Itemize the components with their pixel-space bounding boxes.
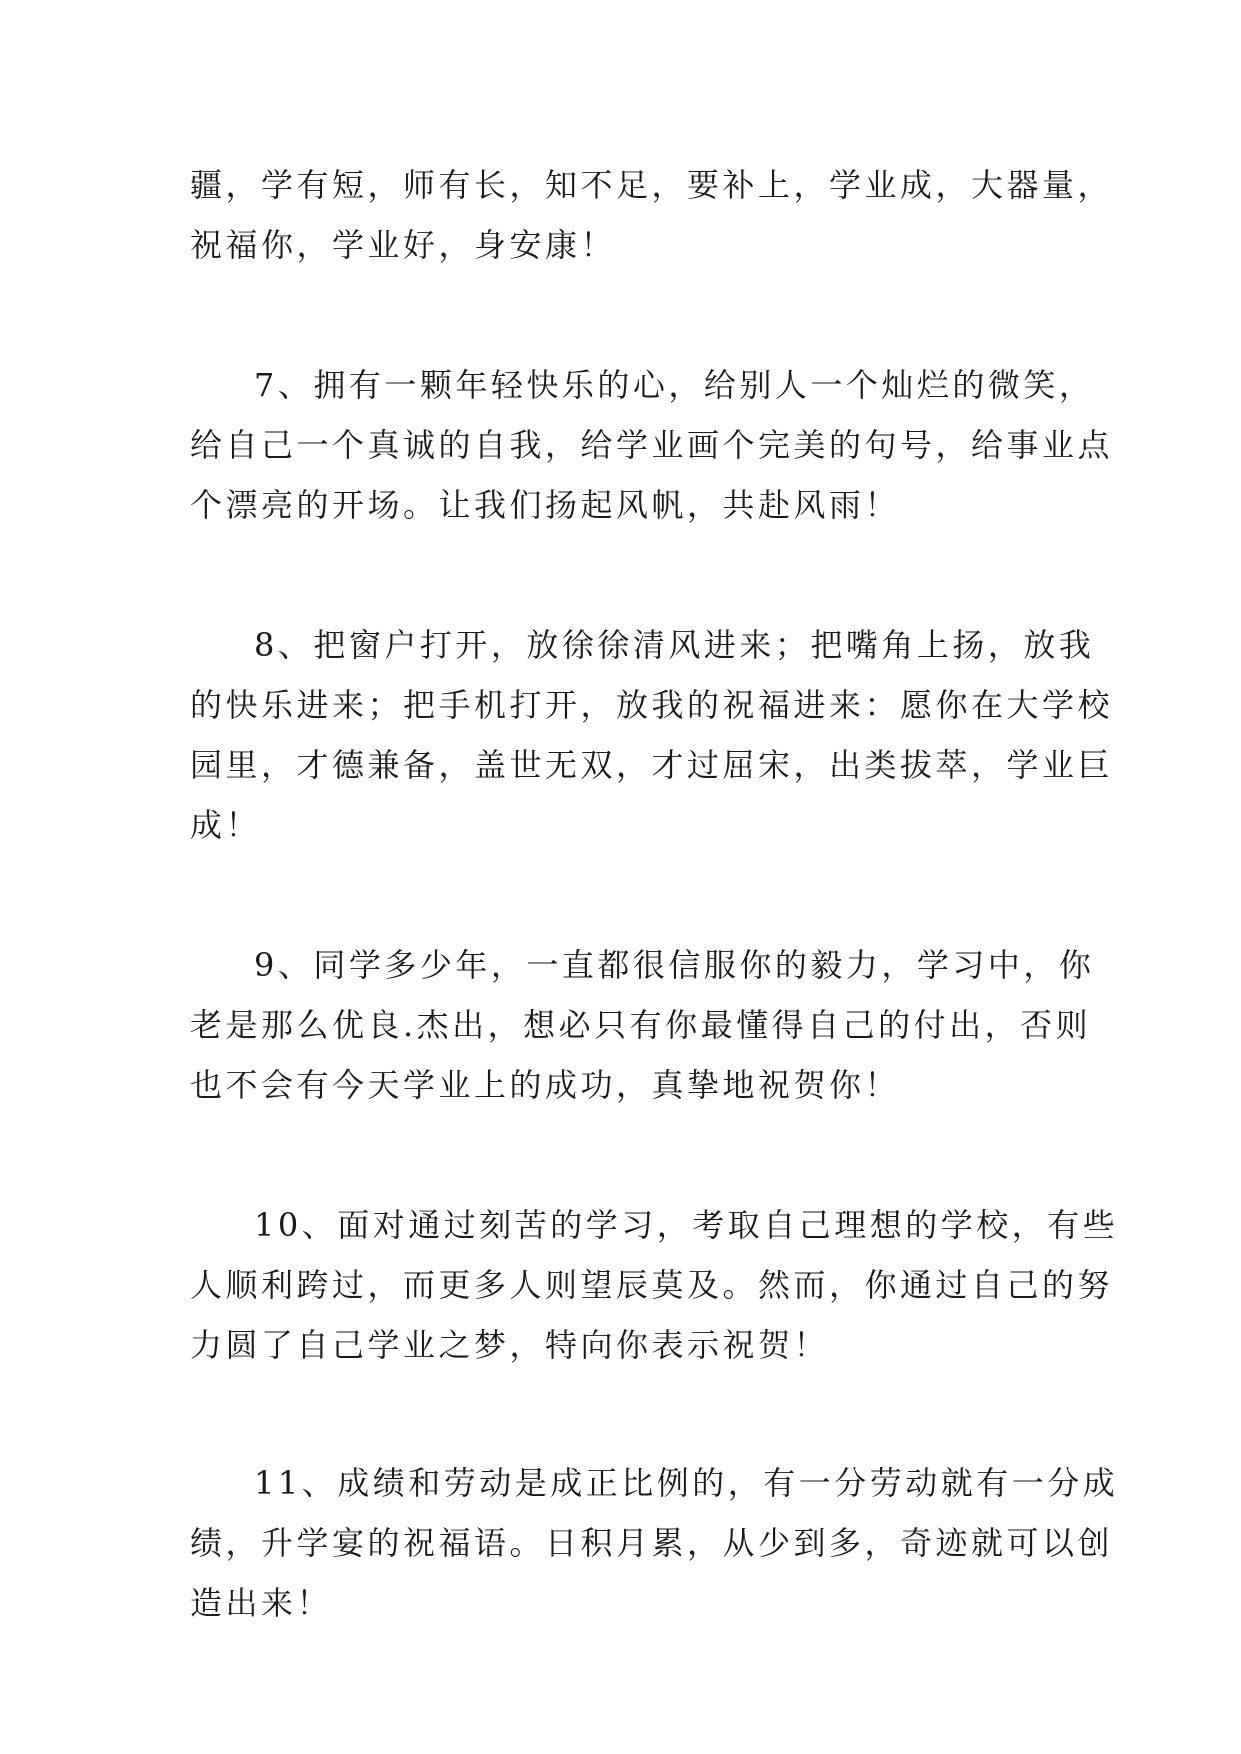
paragraph-continuation <box>190 155 1114 275</box>
text-line: 祝福你，学业好，身安康！ <box>190 226 617 264</box>
text-line: 个漂亮的开场。让我们扬起风帆，共赴风雨！ <box>190 486 901 524</box>
text-line: 人顺利跨过，而更多人则望辰莫及。然而，你通过自己的努 <box>190 1266 1114 1304</box>
paragraph-item-9 <box>190 935 1095 1115</box>
text-line: 疆，学有短，师有长，知不足，要补上，学业成，大器量， <box>190 166 1114 204</box>
text-line: 8、把窗户打开，放徐徐清风进来；把嘴角上扬，放我 <box>254 626 1095 664</box>
text-line: 11、成绩和劳动是成正比例的，有一分劳动就有一分成 <box>254 1464 1119 1502</box>
text-line: 老是那么优良.杰出，想必只有你最懂得自己的付出，否则 <box>190 1006 1092 1044</box>
text-line: 9、同学多少年，一直都很信服你的毅力，学习中，你 <box>254 946 1095 984</box>
text-line: 造出来！ <box>190 1584 333 1622</box>
paragraph-item-8 <box>190 615 1114 855</box>
text-line: 绩，升学宴的祝福语。日积月累，从少到多，奇迹就可以创 <box>190 1524 1114 1562</box>
text-line: 的快乐进来；把手机打开，放我的祝福进来：愿你在大学校 <box>190 686 1114 724</box>
text-line: 也不会有今天学业上的成功，真挚地祝贺你！ <box>190 1066 901 1104</box>
paragraph-item-11 <box>190 1453 1119 1633</box>
text-line: 给自己一个真诚的自我，给学业画个完美的句号，给事业点 <box>190 426 1114 464</box>
paragraph-item-10 <box>190 1195 1119 1375</box>
text-line: 力圆了自己学业之梦，特向你表示祝贺！ <box>190 1326 830 1364</box>
text-line: 园里，才德兼备，盖世无双，才过屈宋，出类拔萃，学业巨 <box>190 746 1114 784</box>
text-line: 成！ <box>190 806 262 844</box>
text-line: 10、面对通过刻苦的学习，考取自己理想的学校，有些 <box>254 1206 1119 1244</box>
text-line: 7、拥有一颗年轻快乐的心，给别人一个灿烂的微笑， <box>254 366 1095 404</box>
paragraph-item-7 <box>190 355 1114 535</box>
